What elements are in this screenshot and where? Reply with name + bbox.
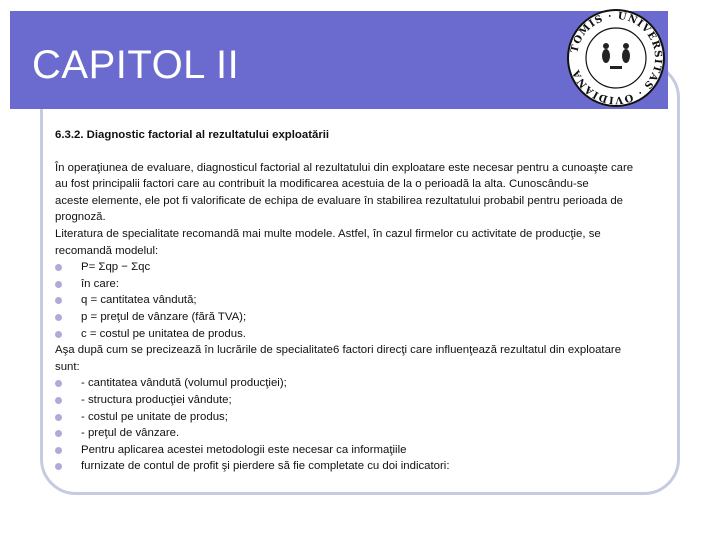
bullet-icon (55, 463, 62, 470)
bullet-icon (55, 281, 62, 288)
bullet-icon (55, 397, 62, 404)
text-line: În operaţiunea de evaluare, diagnosticul factorial al rezultatului din exploatare este necesar pentru a cunoaşte care (55, 161, 634, 174)
seal-text: TOMIS · UNIVERSITAS · OVIDIANA (569, 10, 664, 106)
text-line: Aşa după cum se precizează în lucrările de specialitate6 factori direcţi care influenţează rezultatul din exploatare (55, 344, 622, 357)
factor-bullet-list (55, 375, 667, 475)
text-line: prognoză. (55, 211, 106, 224)
text-line: au fost principalii factori care au contribuit la modificarea acestuia de la o perioadă la alta. Cunoscându-se (55, 178, 589, 191)
intro-paragraph (55, 160, 667, 260)
bullet-icon (55, 297, 62, 304)
text-line: Literatura de specialitate recomandă mai multe modele. Astfel, în cazul firmelor cu activitate de producţie, se (55, 227, 601, 240)
list-item: Pentru aplicarea acestei metodologii este necesar ca informaţiile (55, 442, 667, 459)
bullet-icon (55, 314, 62, 321)
list-item: P= Σqp − Σqc (55, 259, 667, 276)
list-item: - structura producţiei vândute; (55, 392, 667, 409)
text-line: sunt: (55, 360, 80, 373)
model-bullet-list (55, 259, 667, 342)
list-item: - cantitatea vândută (volumul producţiei); (55, 375, 667, 392)
list-item: - costul pe unitate de produs; (55, 409, 667, 426)
bullet-icon (55, 447, 62, 454)
bullet-icon (55, 380, 62, 387)
text-line: aceste elemente, ele pot fi valorificate de echipa de evaluare în stabilirea rezultatului probabil pentru perioada de (55, 194, 623, 207)
university-seal-logo (566, 8, 666, 108)
bullet-icon (55, 414, 62, 421)
middle-paragraph (55, 342, 667, 375)
bullet-icon (55, 331, 62, 338)
slide-title: CAPITOL II (32, 43, 240, 87)
slide-content (55, 127, 667, 475)
list-item: - preţul de vânzare. (55, 425, 667, 442)
list-item: c = costul pe unitatea de produs. (55, 326, 667, 343)
list-item: furnizate de contul de profit şi pierdere să fie completate cu doi indicatori: (55, 458, 667, 475)
bullet-icon (55, 264, 62, 271)
list-item: p = preţul de vânzare (fără TVA); (55, 309, 667, 326)
list-item: q = cantitatea vândută; (55, 292, 667, 309)
section-heading: 6.3.2. Diagnostic factorial al rezultatului exploatării (55, 129, 330, 141)
bullet-icon (55, 430, 62, 437)
text-line: recomandă modelul: (55, 244, 159, 257)
list-item: în care: (55, 276, 667, 293)
